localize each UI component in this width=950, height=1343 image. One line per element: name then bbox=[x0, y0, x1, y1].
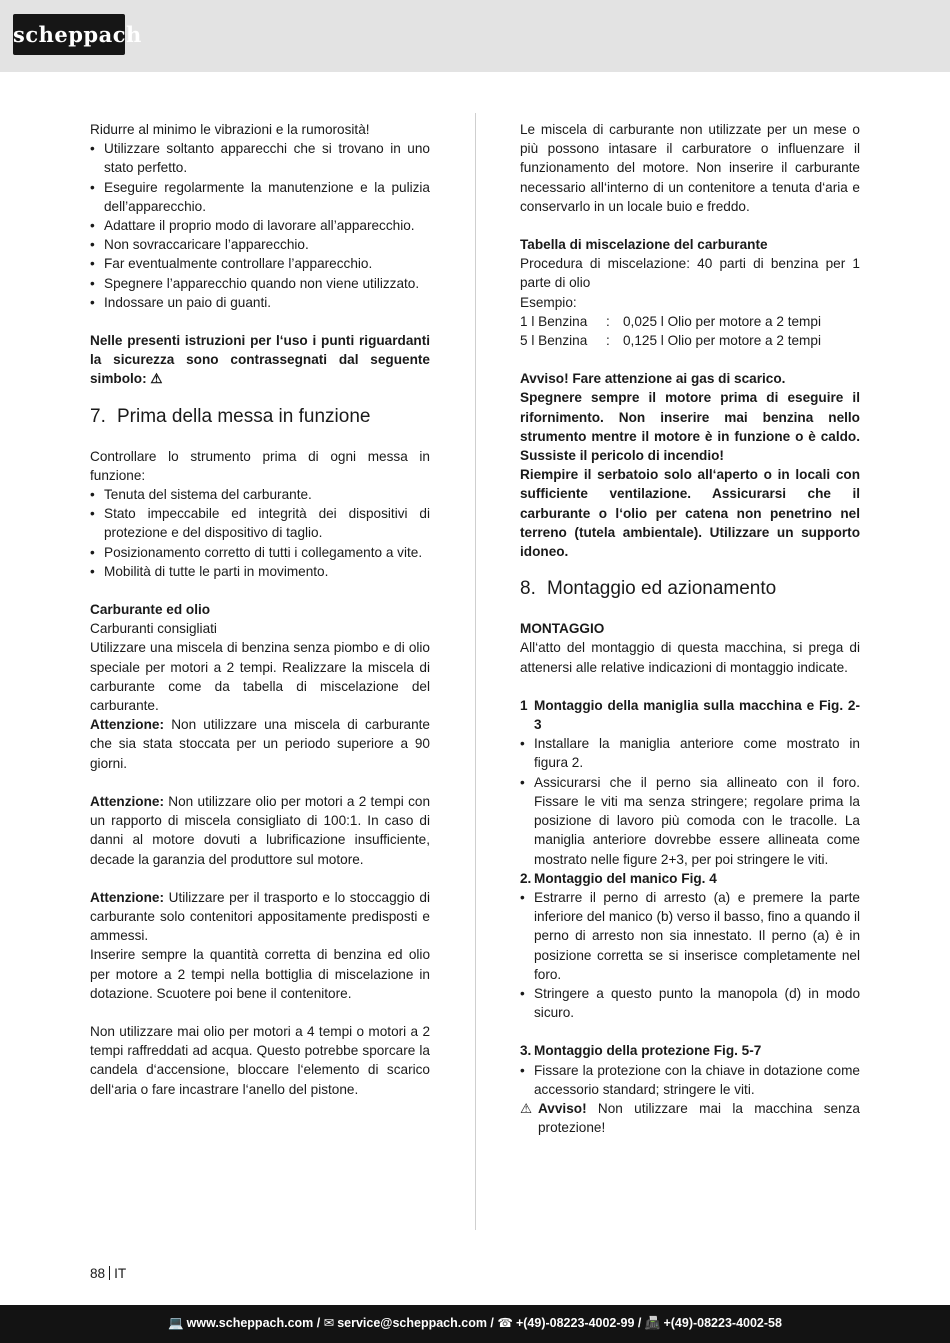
phone-number[interactable]: +(49)-08223-4002-99 bbox=[515, 1316, 635, 1330]
page-header bbox=[0, 0, 950, 72]
step-number: 3. bbox=[520, 1043, 532, 1059]
four-stroke-oil-text: Non utilizzare mai olio per motori a 4 tempi o motori a 2 tempi raffreddati ad acqua. Questo potrebbe sporcare la candela d‘accensione, bloccare l‘elemento di scarico dell‘aria o fare incastrare l‘anello del pistone. bbox=[90, 1023, 430, 1097]
mix-row bbox=[520, 331, 860, 350]
section-number: 8. bbox=[520, 578, 536, 600]
mix-row bbox=[520, 312, 860, 331]
warning-label: Avviso! bbox=[538, 1100, 587, 1116]
mix-separator: : bbox=[606, 313, 610, 329]
footer-separator: / bbox=[486, 1316, 498, 1330]
refuel-warning: Spegnere sempre il motore prima di eseguire il rifornimento. Non inserire mai benzina nello strumento mentre il motore è in funzione o è caldo. Sussiste il pericolo di incendio! bbox=[520, 390, 860, 464]
list-item: • Indossare un paio di guanti. bbox=[90, 293, 430, 312]
step-title: Montaggio della maniglia sulla macchina e Fig. 2-3 bbox=[534, 697, 860, 733]
list-item: • Fissare la protezione con la chiave in dotazione come accessorio standard; stringere le viti. bbox=[520, 1061, 860, 1099]
mix-procedure: Procedura di miscelazione: 40 parti di benzina per 1 parte di olio bbox=[520, 256, 860, 291]
step-number: 1 bbox=[520, 697, 528, 713]
attention-text: Non utilizzare olio per motori a 2 tempi con un rapporto di miscela consigliato di 100:1. In caso di danni al motore dovuti a lubrificazione insufficiente, decade la garanzia del produttore sul motore. bbox=[90, 793, 430, 867]
list-item: • Adattare il proprio modo di lavorare all’apparecchio. bbox=[90, 216, 430, 235]
list-item: • Stato impeccabile ed integrità dei dispositivi di protezione e del dispositivo di taglio. bbox=[90, 504, 430, 542]
page-footer bbox=[0, 1305, 950, 1343]
general-bullets bbox=[90, 139, 430, 312]
warning-icon: ⚠ bbox=[520, 1100, 533, 1116]
step-2-bullets bbox=[520, 888, 860, 1022]
warning-text bbox=[538, 1099, 860, 1137]
footer-separator: / bbox=[313, 1316, 324, 1330]
fuel-text: Utilizzare una miscela di benzina senza piombo e di olio speciale per motori a 2 tempi. Realizzare la miscela di carburante come da tabella di miscelazione del carburante. bbox=[90, 640, 430, 714]
mix-table-heading: Tabella di miscelazione del carburante bbox=[520, 237, 768, 253]
attention-label: Attenzione: bbox=[90, 717, 165, 733]
final-warning bbox=[520, 1099, 860, 1137]
mix-petrol: 1 l Benzina bbox=[520, 313, 588, 329]
section-number: 7. bbox=[90, 405, 106, 427]
list-item: • Stringere a questo punto la manopola (d) in modo sicuro. bbox=[520, 984, 860, 1022]
ventilation-warning: Riempire il serbatoio solo all‘aperto o in locali con sufficiente ventilazione. Assicurarsi che il carburante o l‘olio per catena non penetrino nel terreno (tutela ambientale). Utilizzare un supporto idoneo. bbox=[520, 467, 860, 560]
montaggio-label: MONTAGGIO bbox=[520, 621, 605, 637]
section-title: Montaggio ed azionamento bbox=[547, 578, 777, 600]
website-link[interactable]: www.scheppach.com bbox=[186, 1316, 314, 1330]
insert-fuel-text: Inserire sempre la quantità corretta di benzina ed olio per motore a 2 tempi nella bottiglia di miscelazione in dotazione. Scuotere poi bene il contenitore. bbox=[90, 947, 430, 1001]
step-title: Montaggio del manico Fig. 4 bbox=[534, 870, 717, 886]
safety-symbol-note: Nelle presenti istruzioni per l‘uso i punti riguardanti la sicurezza sono contrassegnati dal seguente simbolo: ⚠ bbox=[90, 333, 430, 387]
step-1-heading bbox=[520, 696, 860, 734]
list-item: • Estrarre il perno di arresto (a) e premere la parte inferiore del manico (b) verso il basso, fino a quando il perno di arresto non sia innestato. Il perno (a) è in posizione corretta se si inserisce completamente nel foro. bbox=[520, 888, 860, 984]
fax-number: +(49)-08223-4002-58 bbox=[663, 1316, 782, 1330]
fuel-subheading: Carburanti consigliati bbox=[90, 621, 217, 637]
mix-oil: 0,125 l Olio per motore a 2 tempi bbox=[623, 333, 821, 349]
mix-separator: : bbox=[606, 333, 610, 349]
phone-icon: ☎ bbox=[497, 1316, 513, 1330]
attention-text: Non utilizzare una miscela di carburante che sia stata stoccata per un periodo superiore a 90 giorni. bbox=[90, 717, 430, 771]
check-intro: Controllare lo strumento prima di ogni messa in funzione: bbox=[90, 448, 430, 483]
list-item: • Non sovraccaricare l’apparecchio. bbox=[90, 235, 430, 254]
fax-icon: 📠 bbox=[644, 1316, 661, 1330]
right-column bbox=[520, 120, 860, 1137]
list-item: • Mobilità di tutte le parti in movimento. bbox=[90, 562, 430, 581]
mix-petrol: 5 l Benzina bbox=[520, 333, 588, 349]
scheppach-logo: scheppach bbox=[13, 14, 125, 55]
fuel-heading: Carburante ed olio bbox=[90, 602, 211, 618]
section-8-heading bbox=[520, 577, 860, 601]
section-title: Prima della messa in funzione bbox=[117, 405, 371, 427]
list-item: • Installare la maniglia anteriore come mostrato in figura 2. bbox=[520, 734, 860, 772]
list-item: • Assicurarsi che il perno sia allineato con il foro. Fissare le viti ma senza stringere; regolare prima la posizione di lavoro più comoda con le tracolle. La maniglia anteriore dovrebbe essere allineata come mostrato nelle figure 2+3, per poi stringere le viti. bbox=[520, 773, 860, 869]
step-number: 2. bbox=[520, 870, 532, 886]
page-language: IT bbox=[114, 1266, 127, 1281]
step-1-bullets bbox=[520, 734, 860, 868]
exhaust-warning: Avviso! Fare attenzione ai gas di scarico. bbox=[520, 371, 786, 387]
attention-note-2 bbox=[90, 792, 430, 869]
step-title: Montaggio della protezione Fig. 5-7 bbox=[534, 1043, 762, 1059]
page-separator bbox=[109, 1266, 110, 1280]
mix-example-label: Esempio: bbox=[520, 294, 577, 310]
page-number bbox=[90, 1265, 126, 1283]
attention-label: Attenzione: bbox=[90, 793, 165, 809]
mail-icon: ✉ bbox=[323, 1316, 335, 1330]
list-item: • Eseguire regolarmente la manutenzione e la pulizia dell’apparecchio. bbox=[90, 178, 430, 216]
list-item: • Utilizzare soltanto apparecchi che si trovano in uno stato perfetto. bbox=[90, 139, 430, 177]
attention-note-1 bbox=[90, 715, 430, 773]
list-item: • Spegnere l’apparecchio quando non viene utilizzato. bbox=[90, 274, 430, 293]
page-number-value: 88 bbox=[90, 1266, 106, 1281]
intro-text: Ridurre al minimo le vibrazioni e la rumorosità! bbox=[90, 122, 370, 137]
unused-fuel-text: Le miscela di carburante non utilizzate per un mese o più possono intasare il carburatore o influenzare il funzionamento del motore. Non inserire il carburante necessario all‘interno di un contenitore a tenuta d‘aria e conservarlo in un locale buio e freddo. bbox=[520, 122, 860, 214]
step-2-heading bbox=[520, 869, 860, 888]
montaggio-text: All‘atto del montaggio di questa macchina, si prega di attenersi alle relative indicazioni di montaggio indicate. bbox=[520, 640, 860, 675]
footer-separator: / bbox=[634, 1316, 645, 1330]
section-7-heading bbox=[90, 405, 430, 429]
attention-text: Utilizzare per il trasporto e lo stoccaggio di carburante solo contenitori appositamente predisposti e ammessi. bbox=[90, 889, 430, 944]
warning-body: Non utilizzare mai la macchina senza protezione! bbox=[538, 1100, 860, 1136]
step-3-heading bbox=[520, 1041, 860, 1060]
list-item: • Tenuta del sistema del carburante. bbox=[90, 485, 430, 504]
column-divider bbox=[475, 113, 476, 1230]
list-item: • Far eventualmente controllare l’apparecchio. bbox=[90, 254, 430, 273]
computer-icon: 💻 bbox=[168, 1316, 184, 1330]
attention-note-3 bbox=[90, 888, 430, 946]
left-column bbox=[90, 120, 430, 1099]
check-bullets bbox=[90, 485, 430, 581]
list-item: • Posizionamento corretto di tutti i collegamento a vite. bbox=[90, 543, 430, 562]
email-link[interactable]: service@scheppach.com bbox=[337, 1316, 487, 1330]
attention-label: Attenzione: bbox=[90, 889, 165, 905]
mix-oil: 0,025 l Olio per motore a 2 tempi bbox=[623, 313, 821, 329]
step-3-bullets bbox=[520, 1061, 860, 1099]
